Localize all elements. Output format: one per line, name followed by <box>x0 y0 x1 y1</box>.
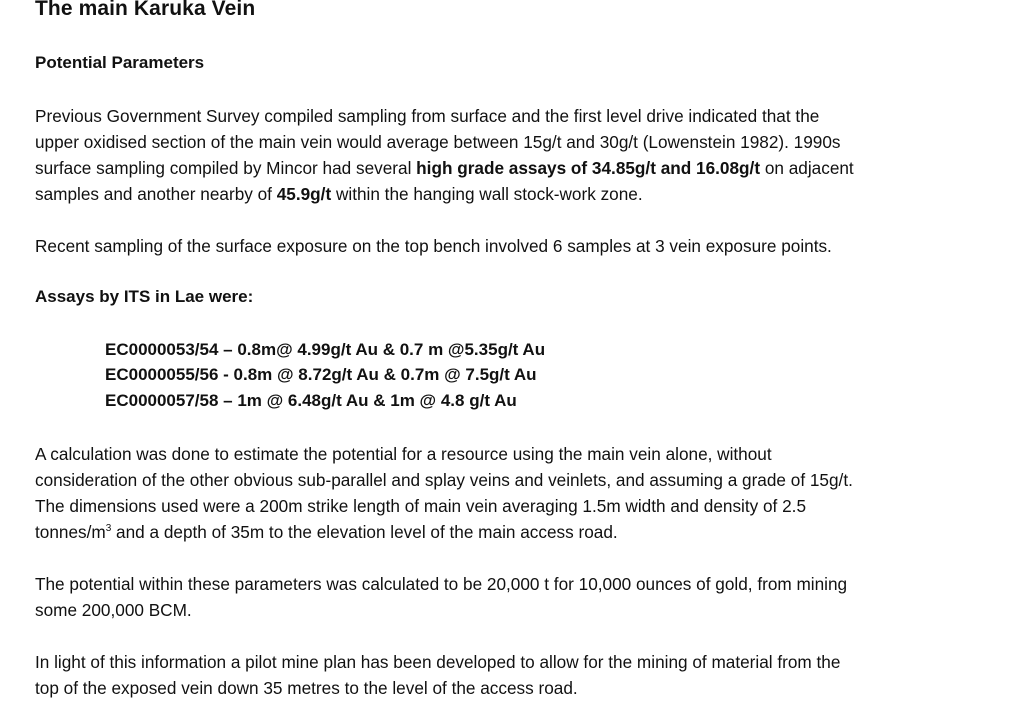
paragraph-line: tonnes/$m^3$ and a depth of 35m to the elevation level of the main access road. <box>35 522 618 542</box>
paragraph-line: A calculation was done to estimate the potential for a resource using the main vein alone, without <box>35 444 772 464</box>
paragraph-line: samples and another nearby of 45.9g/t within the hanging wall stock-work zone. <box>35 184 643 204</box>
paragraph-line: The dimensions used were a 200m strike length of main vein averaging 1.5m width and density of 2.5 <box>35 496 807 516</box>
paragraph-line: consideration of the other obvious sub-parallel and splay veins and veinlets, and assuming a grade of 15g/t. <box>35 470 853 490</box>
superscript: 3 <box>105 523 112 534</box>
paragraph-recent-sampling: Recent sampling of the surface exposure on the top bench involved 6 samples at 3 vein exposure points. <box>35 236 832 256</box>
document-title: The main Karuka Vein <box>35 0 256 20</box>
paragraph-line: some 200,000 BCM. <box>35 600 192 620</box>
highlighted-assays: high grade assays of 34.85g/t and 16.08g/t <box>416 158 761 178</box>
assay-row: EC0000055/56 - 0.8m @ 8.72g/t Au & 0.7m @ 7.5g/t Au <box>105 365 537 384</box>
assay-row: EC0000053/54 – 0.8m@ 4.99g/t Au & 0.7 m @5.35g/t Au <box>105 340 546 359</box>
paragraph-line: upper oxidised section of the main vein would average between 15g/t and 30g/t (Lowenstein 1982). 1990s <box>35 132 841 152</box>
paragraph-line: The potential within these parameters was calculated to be 20,000 t for 10,000 ounces of gold, from mining <box>35 574 848 594</box>
assay-row: EC0000057/58 – 1m @ 6.48g/t Au & 1m @ 4.8 g/t Au <box>105 391 517 410</box>
section-heading: Potential Parameters <box>35 53 205 72</box>
highlighted-assay: 45.9g/t <box>276 184 332 204</box>
paragraph-line: top of the exposed vein down 35 metres to the level of the access road. <box>35 678 578 698</box>
paragraph-line: Previous Government Survey compiled sampling from surface and the first level drive indicated that the <box>35 106 820 126</box>
assays-heading: Assays by ITS in Lae were: <box>35 287 254 306</box>
paragraph-line: surface sampling compiled by Mincor had several high grade assays of 34.85g/t and 16.08g/t on adjacent <box>35 158 854 178</box>
paragraph-line: In light of this information a pilot mine plan has been developed to allow for the mining of material from the <box>35 652 841 672</box>
